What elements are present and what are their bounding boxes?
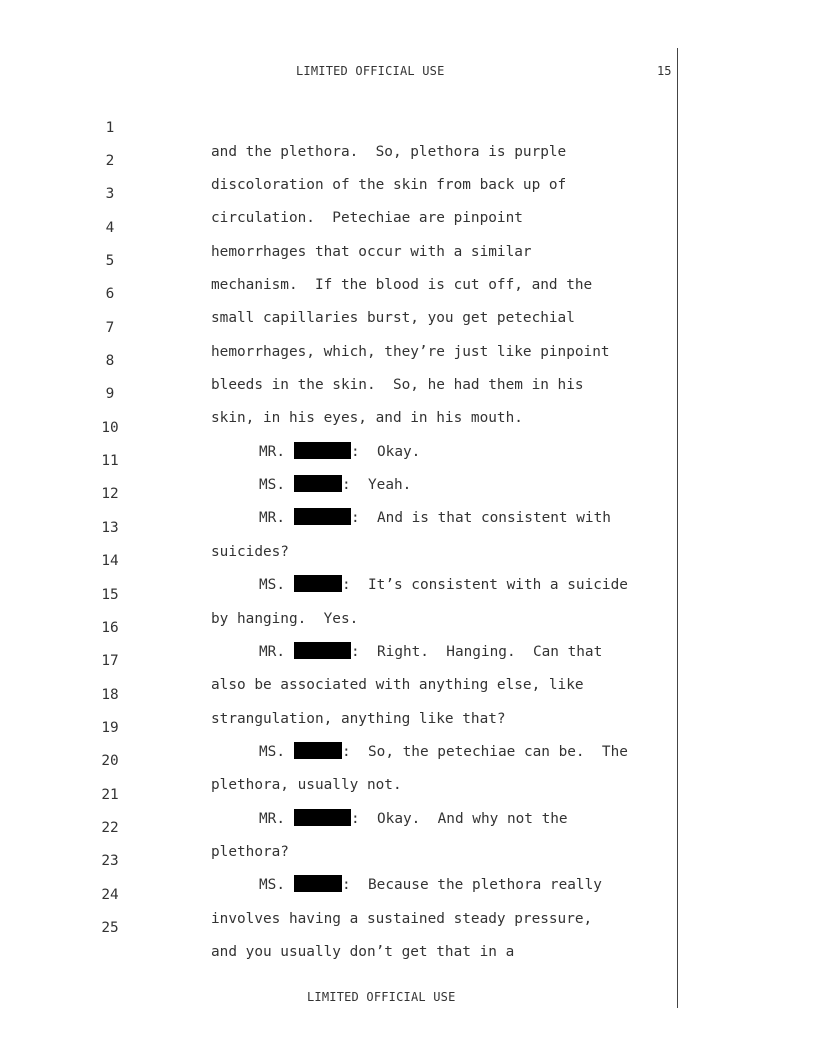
line-number: 10 [101, 420, 119, 436]
line-number: 25 [101, 920, 119, 936]
line-number: 1 [105, 120, 115, 136]
line-number: 11 [101, 453, 119, 469]
line-number: 12 [101, 486, 119, 502]
speaker-text: : And is that consistent with [351, 510, 611, 526]
line-text: plethora, usually not. [211, 777, 402, 793]
speaker-title: MS. [259, 744, 285, 760]
line-number: 18 [101, 687, 119, 703]
line-text: and you usually don’t get that in a [211, 944, 515, 960]
line-number: 13 [101, 520, 119, 536]
line-number: 8 [105, 353, 115, 369]
line-text: small capillaries burst, you get petechial [211, 310, 575, 326]
speaker-title: MS. [259, 477, 285, 493]
line-number: 4 [105, 220, 115, 236]
line-text: discoloration of the skin from back up of [211, 177, 567, 193]
speaker-title: MR. [259, 444, 285, 460]
line-number: 6 [105, 286, 115, 302]
speaker-text: : Yeah. [342, 477, 412, 493]
line-number: 9 [105, 386, 115, 402]
transcript-line [0, 92, 680, 160]
line-number: 23 [101, 853, 119, 869]
line-text: by hanging. Yes. [211, 611, 359, 627]
line-number: 7 [105, 320, 115, 336]
footer-classification: LIMITED OFFICIAL USE [307, 990, 456, 1004]
line-number: 24 [101, 887, 119, 903]
line-text: hemorrhages that occur with a similar [211, 244, 532, 260]
speaker-title: MS. [259, 577, 285, 593]
speaker-title: MS. [259, 877, 285, 893]
line-text: skin, in his eyes, and in his mouth. [211, 410, 523, 426]
speaker-title: MR. [259, 644, 285, 660]
line-text: circulation. Petechiae are pinpoint [211, 210, 523, 226]
line-text: also be associated with anything else, like [211, 677, 584, 693]
line-number: 22 [101, 820, 119, 836]
line-number: 2 [105, 153, 115, 169]
header-classification: LIMITED OFFICIAL USE [296, 64, 445, 78]
speaker-text: : So, the petechiae can be. The [342, 744, 628, 760]
speaker-text: : Okay. And why not the [351, 811, 568, 827]
line-text: suicides? [211, 544, 289, 560]
line-text: involves having a sustained steady pressure, [211, 911, 593, 927]
line-number: 20 [101, 753, 119, 769]
line-text: strangulation, anything like that? [211, 711, 506, 727]
line-text: hemorrhages, which, they’re just like pinpoint [211, 344, 610, 360]
speaker-title: MR. [259, 811, 285, 827]
line-number: 17 [101, 653, 119, 669]
line-number: 14 [101, 553, 119, 569]
line-number: 15 [101, 587, 119, 603]
speaker-title: MR. [259, 510, 285, 526]
speaker-text: : Okay. [351, 444, 421, 460]
transcript-line [0, 825, 680, 893]
speaker-text: : Right. Hanging. Can that [351, 644, 603, 660]
speaker-text: : Because the plethora really [342, 877, 602, 893]
line-text: bleeds in the skin. So, he had them in his [211, 377, 584, 393]
line-number: 5 [105, 253, 115, 269]
line-text: plethora? [211, 844, 289, 860]
line-number: 3 [105, 186, 115, 202]
line-text: and the plethora. So, plethora is purple [211, 144, 567, 160]
line-text: mechanism. If the blood is cut off, and the [211, 277, 593, 293]
line-number: 21 [101, 787, 119, 803]
line-number: 19 [101, 720, 119, 736]
page-number: 15 [657, 64, 672, 78]
speaker-text: : It’s consistent with a suicide [342, 577, 628, 593]
line-number: 16 [101, 620, 119, 636]
